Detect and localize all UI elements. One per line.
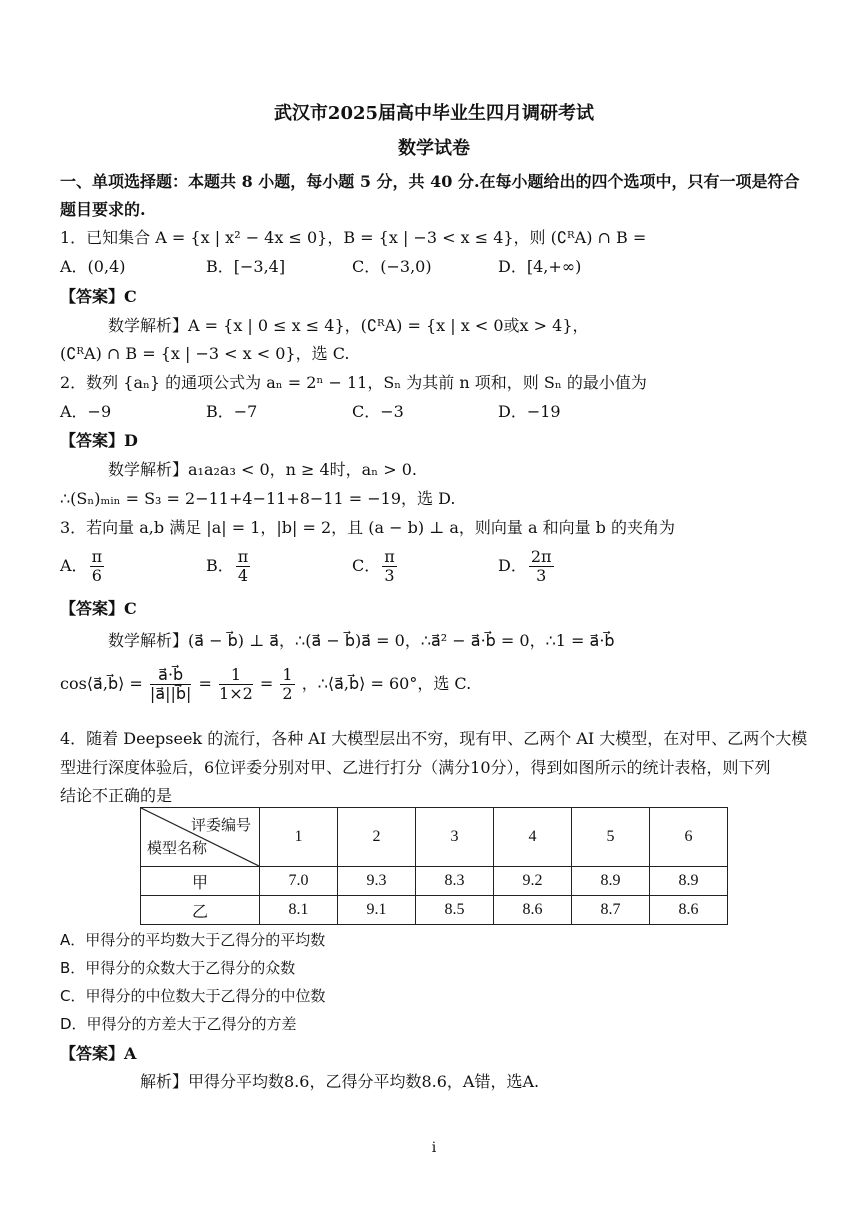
q3-analysis-line1: 数学解析】(a⃗ − b⃗) ⊥ a⃗，∴(a⃗ − b⃗)a⃗ = 0，∴a⃗² − a⃗·b⃗ = 0，∴1 = a⃗·b⃗: [108, 631, 615, 650]
score-cell: 9.2: [494, 867, 572, 896]
score-cell: 9.1: [338, 896, 416, 925]
q1-analysis-line1: 数学解析】A = {x | 0 ≤ x ≤ 4}，(∁ᴿA) = {x | x < 0或x > 4}，: [108, 316, 589, 335]
q1-analysis-line2: (∁ᴿA) ∩ B = {x | −3 < x < 0}，选 C.: [60, 344, 350, 363]
section-heading-line2: 题目要求的.: [60, 200, 146, 219]
q1-option-c: C．(−3,0): [352, 257, 432, 276]
q2-analysis-line2: ∴(Sₙ)ₘᵢₙ = S₃ = 2−11+4−11+8−11 = −19，选 D.: [60, 489, 456, 508]
judge-header-3: 3: [416, 808, 494, 867]
model-name-cell: 乙: [141, 896, 260, 925]
q3-option-c: C． $\frac{\pi}{3}$: [352, 547, 395, 585]
q1-option-b: B．[−3,4]: [206, 257, 286, 276]
exam-title: 武汉市2025届高中毕业生四月调研考试: [273, 103, 595, 124]
q3-stem: 3．若向量 a,b 满足 |a| = 1，|b| = 2，且 (a − b) ⊥ a，则向量 a 和向量 b 的夹角为: [60, 518, 675, 537]
table-row: [141, 867, 728, 896]
q2-option-a: A．−9: [60, 402, 112, 421]
q3-analysis-line2: cos⟨a⃗,b⃗⟩ = $\frac{a⃗\cdot b⃗}{|a⃗||b⃗|}$ = $\frac{1}{1\times 2}$ = $\frac{1}{2}$ ，∴⟨a⃗,b⃗⟩ = 60°，选 C.: [60, 665, 472, 703]
q2-analysis-line1: 数学解析】a₁a₂a₃ < 0，n ≥ 4时，aₙ > 0.: [108, 460, 417, 479]
judge-header-6: 6: [650, 808, 728, 867]
q1-answer: 【答案】C: [60, 287, 137, 306]
score-cell: 8.9: [572, 867, 650, 896]
score-cell: 8.9: [650, 867, 728, 896]
q4-answer: 【答案】A: [60, 1044, 137, 1063]
table-row: [141, 896, 728, 925]
judge-header-5: 5: [572, 808, 650, 867]
q4-option-b: B．甲得分的众数大于乙得分的众数: [60, 959, 296, 977]
q3-option-d: D． $\frac{2\pi}{3}$: [498, 547, 552, 585]
score-cell: 8.7: [572, 896, 650, 925]
model-name-cell: 甲: [141, 867, 260, 896]
score-cell: 7.0: [260, 867, 338, 896]
section-heading-line1: 一、单项选择题：本题共 8 小题，每小题 5 分，共 40 分.在每小题给出的四个选项中，只有一项是符合: [60, 172, 800, 191]
q3-answer: 【答案】C: [60, 599, 137, 618]
score-cell: 8.3: [416, 867, 494, 896]
q4-stem-line1: 4．随着 Deepseek 的流行，各种 AI 大模型层出不穷，现有甲、乙两个 AI 大模型，在对甲、乙两个大模: [60, 729, 808, 748]
q2-stem: 2．数列 {aₙ} 的通项公式为 aₙ = 2ⁿ − 11，Sₙ 为其前 n 项和，则 Sₙ 的最小值为: [60, 373, 647, 392]
q4-analysis: 解析】甲得分平均数8.6，乙得分平均数8.6，A错，选A.: [140, 1072, 540, 1091]
q1-option-d: D．[4,+∞): [498, 257, 582, 276]
table-corner-cell: [141, 808, 260, 867]
q1-stem: 1．已知集合 A = {x | x² − 4x ≤ 0}，B = {x | −3 < x ≤ 4}，则 (∁ᴿA) ∩ B =: [60, 228, 647, 247]
score-cell: 8.6: [650, 896, 728, 925]
q1-option-a: A．(0,4): [60, 257, 126, 276]
score-cell: 8.5: [416, 896, 494, 925]
judge-header-1: 1: [260, 808, 338, 867]
corner-label-model: 模型名称: [147, 839, 208, 857]
score-table: [140, 807, 728, 925]
q2-option-b: B．−7: [206, 402, 258, 421]
judge-header-4: 4: [494, 808, 572, 867]
q4-stem-line2: 型进行深度体验后，6位评委分别对甲、乙进行打分（满分10分），得到如图所示的统计表格，则下列: [60, 758, 771, 777]
q3-option-a: A． $\frac{\pi}{6}$: [60, 547, 103, 585]
score-cell: 8.6: [494, 896, 572, 925]
q3-option-b: B． $\frac{\pi}{4}$: [206, 547, 249, 585]
judge-header-2: 2: [338, 808, 416, 867]
q2-answer: 【答案】D: [60, 431, 138, 450]
q2-option-d: D．−19: [498, 402, 561, 421]
page-number: i: [431, 1140, 437, 1156]
score-cell: 9.3: [338, 867, 416, 896]
table-header-row: [141, 808, 728, 867]
corner-label-judge: 评委编号: [190, 816, 251, 834]
score-cell: 8.1: [260, 896, 338, 925]
q4-option-d: D．甲得分的方差大于乙得分的方差: [60, 1015, 297, 1033]
q4-option-a: A．甲得分的平均数大于乙得分的平均数: [60, 931, 326, 949]
exam-subtitle: 数学试卷: [398, 138, 470, 159]
q4-stem-line3: 结论不正确的是: [60, 786, 173, 805]
q2-option-c: C．−3: [352, 402, 404, 421]
q4-option-c: C．甲得分的中位数大于乙得分的中位数: [60, 987, 326, 1005]
